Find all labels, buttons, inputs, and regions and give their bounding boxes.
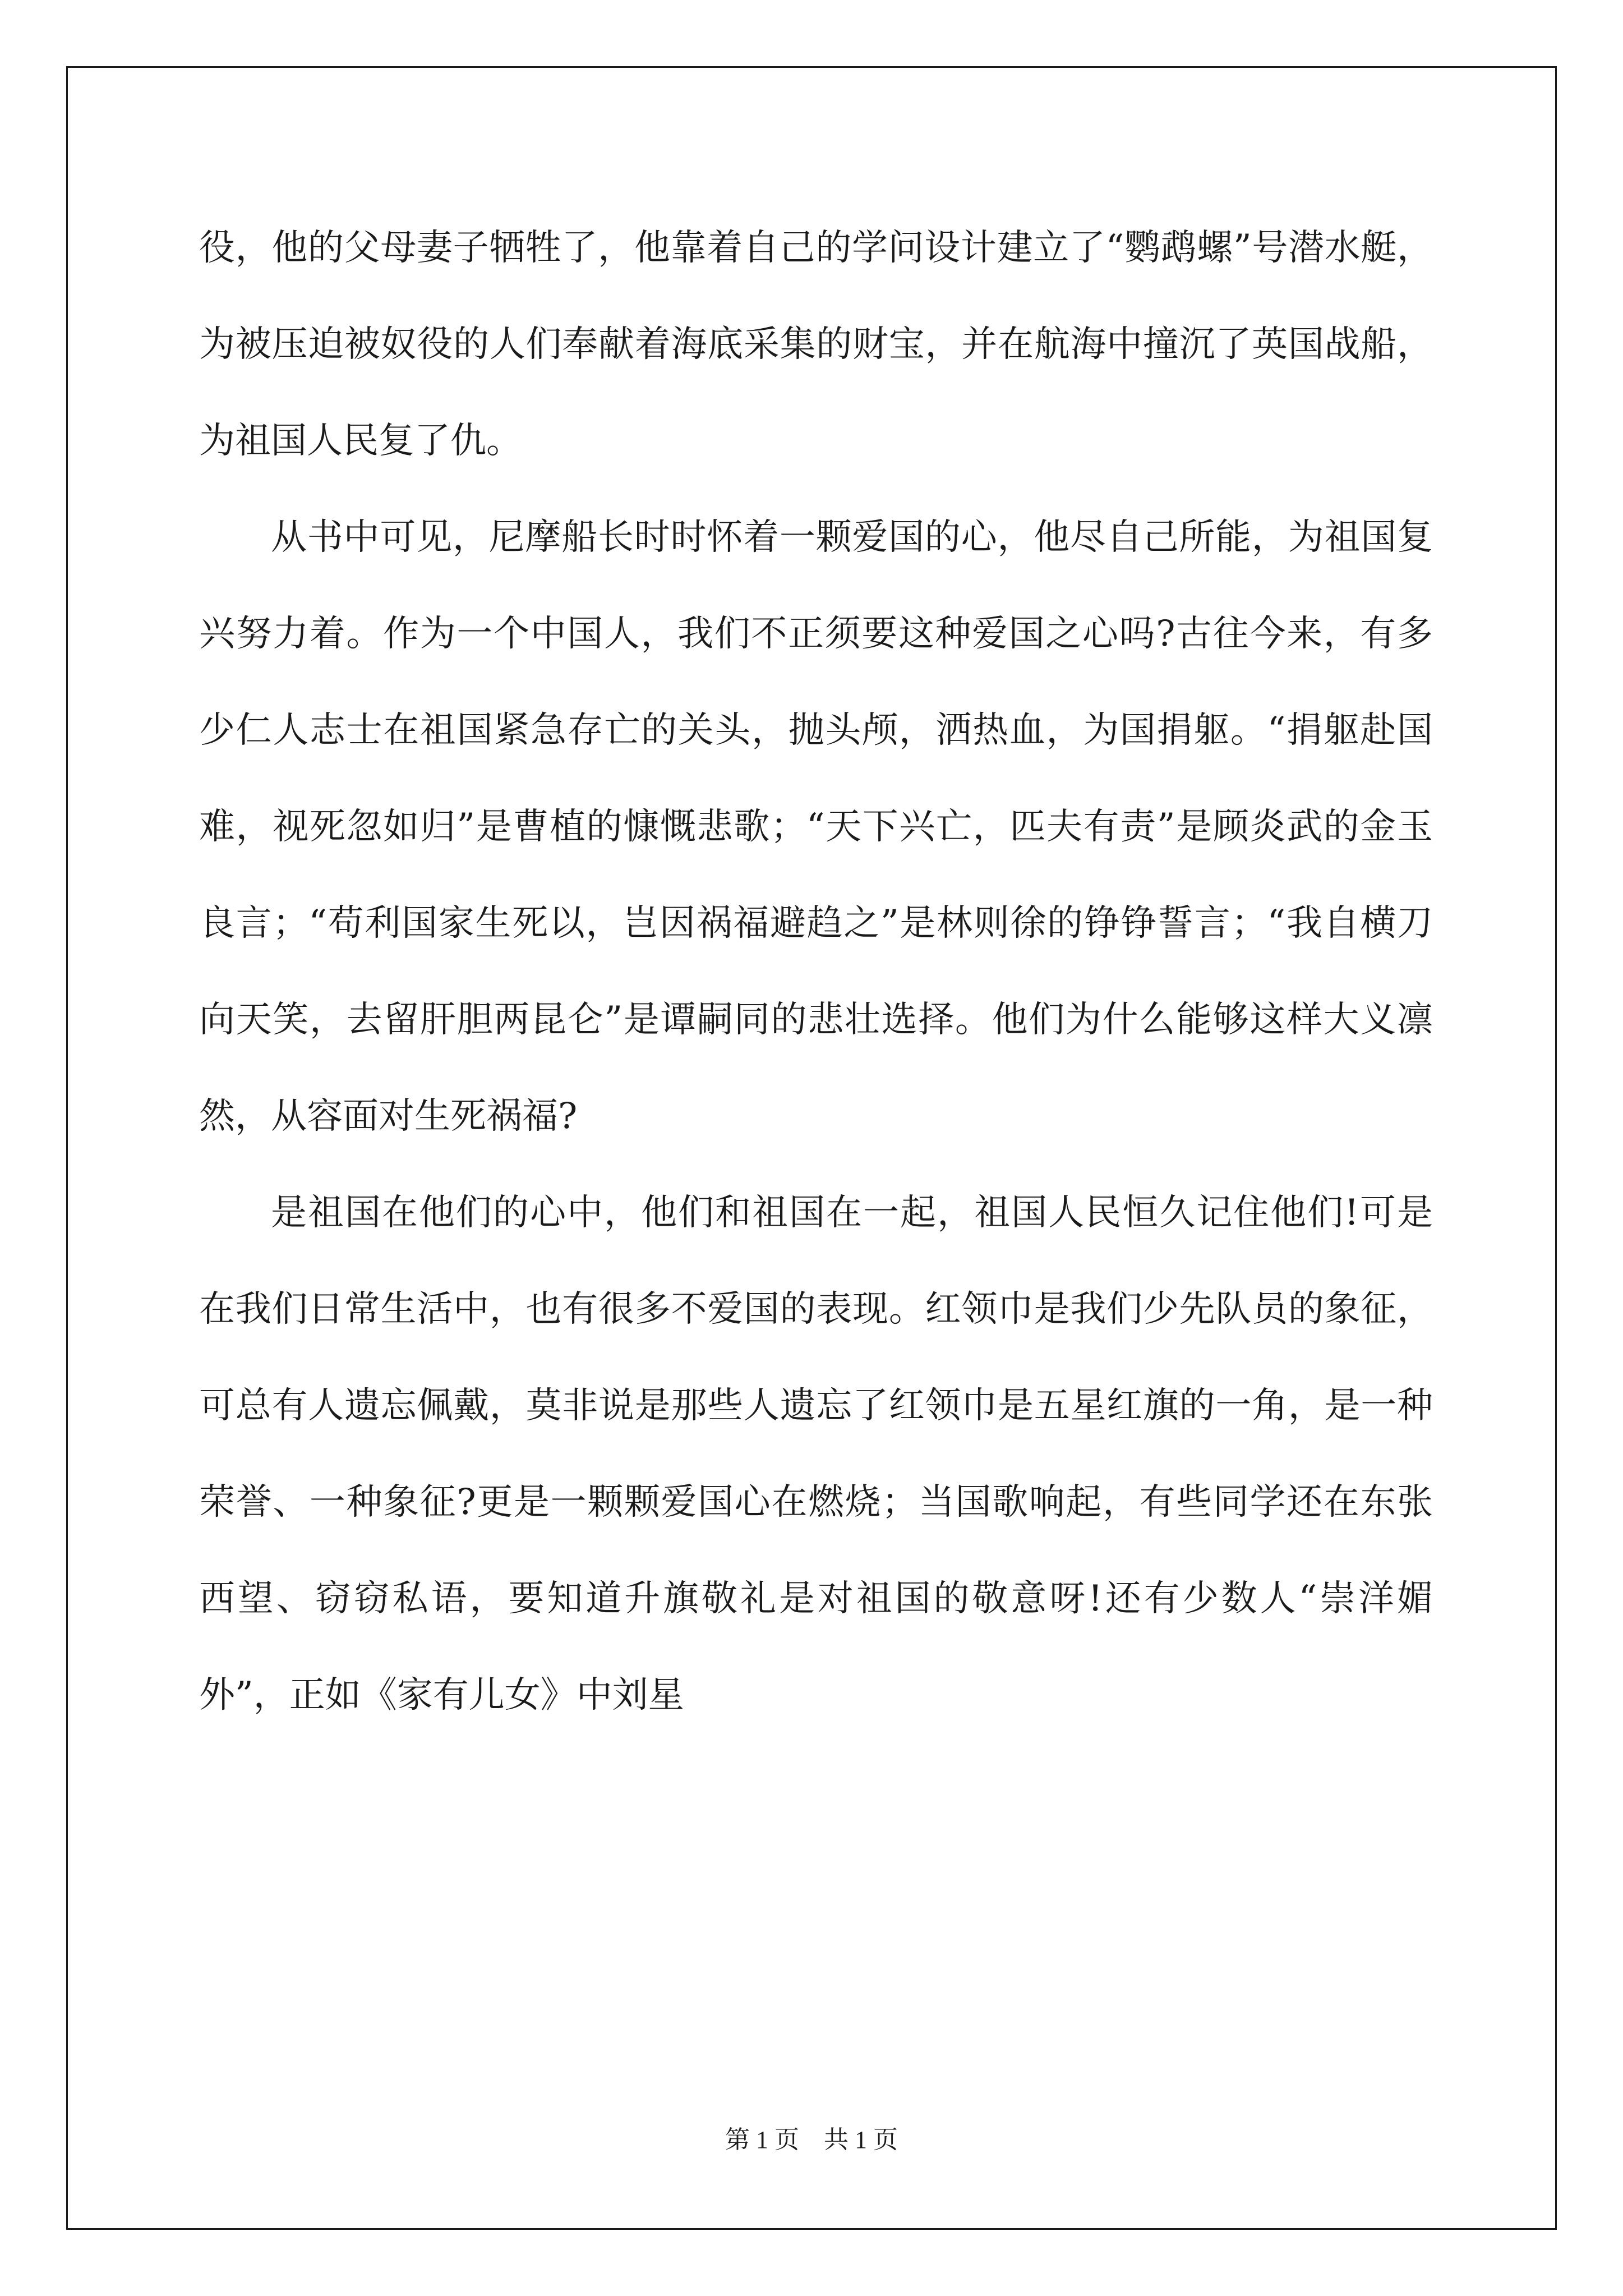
document-body — [199, 200, 1433, 1743]
page-footer: 第 1 页 共 1 页 — [725, 2126, 898, 2154]
paragraph-1: 役，他的父母妻子牺牲了，他靠着自己的学问设计建立了“鹦鹉螺”号潜水艇，为被压迫被奴役的人们奉献着海底采集的财宝，并在航海中撞沉了英国战船，为祖国人民复了仇。 — [199, 227, 1433, 462]
paragraph-2: 从书中可见，尼摩船长时时怀着一颗爱国的心，他尽自己所能，为祖国复兴努力着。作为一个中国人，我们不正须要这种爱国之心吗?古往今来，有多少仁人志士在祖国紧急存亡的关头，抛头颅，洒热血，为国捐躯。“捐躯赴国难，视死忽如归”是曹植的慷慨悲歌；“天下兴亡，匹夫有责”是顾炎武的金玉良言；“苟利国家生死以，岂因祸福避趋之”是林则徐的铮铮誓言；“我自横刀向天笑，去留肝胆两昆仑”是谭嗣同的悲壮选择。他们为什么能够这样大义凛然，从容面对生死祸福? — [199, 517, 1433, 1137]
paragraph-3: 是祖国在他们的心中，他们和祖国在一起，祖国人民恒久记住他们!可是在我们日常生活中，也有很多不爱国的表现。红领巾是我们少先队员的象征，可总有人遗忘佩戴，莫非说是那些人遗忘了红领巾是五星红旗的一角，是一种荣誉、一种象征?更是一颗颗爱国心在燃烧；当国歌响起，有些同学还在东张西望、窃窃私语，要知道升旗敬礼是对祖国的敬意呀!还有少数人“崇洋媚外”，正如《家有儿女》中刘星 — [199, 1192, 1433, 1716]
